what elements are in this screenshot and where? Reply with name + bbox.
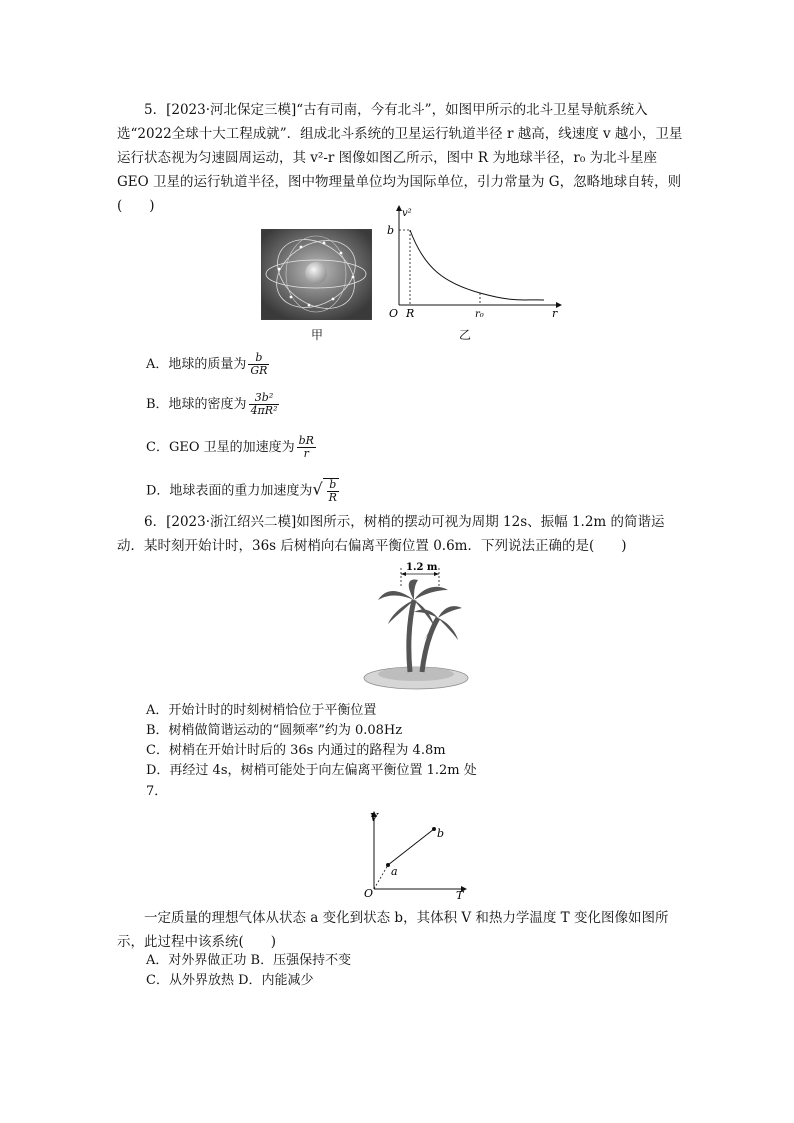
q5-option-d: D．地球表面的重力加速度为√ $\frac{b}{R}$ [146, 478, 337, 504]
graph-r-mark: R [406, 307, 415, 320]
figure-b-caption: 乙 [459, 328, 472, 342]
q6-option-d: D．再经过 4s，树梢可能处于向左偏离平衡位置 1.2m 处 [146, 763, 477, 778]
q7-stem: 一定质量的理想气体从状态 a 变化到状态 b，其体积 V 和热力学温度 T 变化图像如图所示，此过程中该系统( ) [117, 910, 669, 950]
graph-origin: O [389, 307, 399, 320]
q6-option-c: C．树梢在开始计时后的 36s 内通过的路程为 4.8m [146, 743, 446, 758]
vt-origin: O [364, 887, 374, 900]
point-a-label: a [391, 865, 398, 878]
q7-options-line-1: A．对外界做正功 B．压强保持不变 [146, 953, 352, 968]
v-t-graph [362, 809, 470, 901]
q5-option-a: A．地球的质量为 $\frac{b}{GR}$ [146, 351, 268, 377]
q6-stem: 6．[2023·浙江绍兴二模]如图所示，树梢的摆动可视为周期 12s、振幅 1.2m 的简谐运动．某时刻开始计时，36s 后树梢向右偏离平衡位置 0.6m．下列说法正确的是( ) [117, 514, 665, 554]
point-b-label: b [437, 827, 445, 840]
graph-b-mark: b [387, 224, 395, 237]
q6-option-a: A．开始计时的时刻树梢恰位于平衡位置 [146, 703, 377, 718]
q7-number: 7． [146, 784, 168, 799]
graph-x-label: r [552, 307, 558, 320]
q5-option-c: C．GEO 卫星的加速度为 $\frac{bR}{r}$ [146, 434, 314, 460]
vt-x-label: T [456, 889, 464, 901]
q5-option-b: B．地球的密度为 $\frac{\text{3b²}}{\text{4πR²}}$ [146, 391, 278, 417]
v2-r-graph [384, 203, 564, 325]
graph-r0-mark: r₀ [475, 309, 484, 320]
beidou-satellite-image [261, 229, 372, 320]
vt-y-label: V [370, 811, 378, 824]
figure-a-caption: 甲 [311, 328, 324, 342]
graph-y-label: v² [402, 208, 412, 219]
amplitude-label: 1.2 m [406, 562, 438, 573]
palm-tree-figure [358, 560, 470, 692]
q5-stem: 5．[2023·河北保定三模]“古有司南，今有北斗”，如图甲所示的北斗卫星导航系统入选“2022全球十大工程成就”．组成北斗系统的卫星运行轨道半径 r 越高，线速度 v 越小，卫星运行状态视为匀速圆周运动，其 v²-r 图像如图乙所示，图中 R 为地球半径，r₀ 为北斗星座 GEO 卫星的运行轨道半径，图中物理量单位均为国际单位，引力常量为 G，忽略地球自转，则( ) [117, 102, 683, 214]
q7-options-line-2: C．从外界放热 D．内能减少 [146, 973, 314, 988]
q6-option-b: B．树梢做简谐运动的“圆频率”约为 0.08Hz [146, 723, 403, 738]
